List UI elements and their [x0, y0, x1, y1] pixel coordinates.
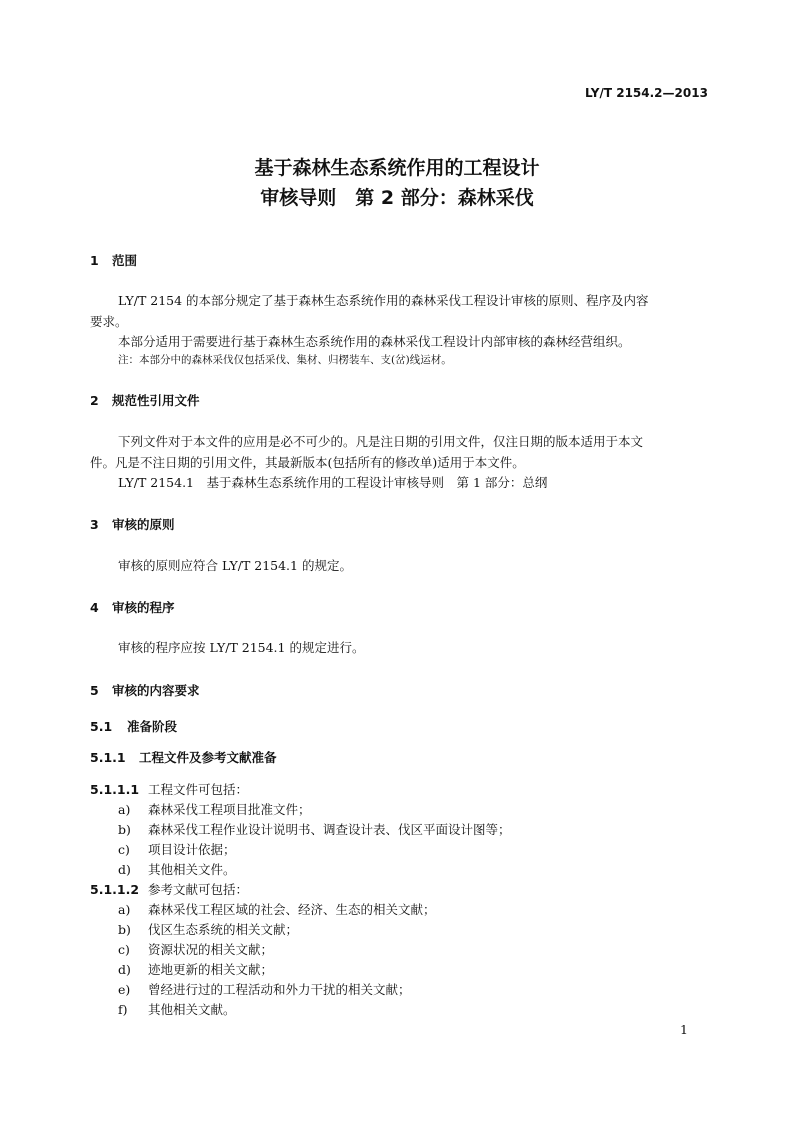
list-text: 森林采伐工程作业设计说明书、调查设计表、伐区平面设计图等； [148, 822, 511, 837]
list-label: b) [118, 822, 131, 837]
list-item [118, 860, 236, 878]
list-text: 森林采伐工程项目批准文件； [148, 802, 311, 817]
section-title: 准备阶段 [127, 719, 178, 734]
section-2-heading [90, 391, 200, 409]
list-text: 资源状况的相关文献； [148, 942, 274, 957]
reference-entry: LY/T 2154.1 基于森林生态系统作用的工程设计审核导则 第 1 部分：总纲 [118, 475, 548, 490]
section-3-heading [90, 515, 175, 533]
section-number: 1 [90, 253, 99, 268]
list-item [118, 960, 273, 978]
section-number: 5.1.1 [90, 750, 126, 765]
paragraph: LY/T 2154 的本部分规定了基于森林生态系统作用的森林采伐工程设计审核的原则、程序及内容 [118, 293, 649, 308]
list-item [118, 800, 311, 818]
list-item [118, 900, 436, 918]
section-title: 审核的原则 [112, 517, 175, 532]
paragraph: 审核的程序应按 LY/T 2154.1 的规定进行。 [118, 640, 365, 655]
list-label: c) [118, 842, 130, 857]
section-5-heading [90, 681, 200, 699]
list-item [118, 940, 273, 958]
section-1-heading [90, 251, 137, 269]
list-label: e) [118, 982, 131, 997]
section-title: 规范性引用文件 [112, 393, 200, 408]
list-text: 其他相关文件。 [148, 862, 236, 877]
list-item [118, 920, 298, 938]
section-4-heading [90, 598, 175, 616]
list-item [118, 840, 236, 858]
list-text: 森林采伐工程区域的社会、经济、生态的相关文献； [148, 902, 436, 917]
section-5-1-1-heading [90, 748, 277, 766]
list-text: 曾经进行过的工程活动和外力干扰的相关文献； [148, 982, 411, 997]
list-label: d) [118, 862, 131, 877]
paragraph: 件。凡是不注日期的引用文件，其最新版本(包括所有的修改单)适用于本文件。 [90, 455, 525, 470]
section-number: 5 [90, 683, 99, 698]
paragraph: 要求。 [90, 314, 128, 329]
clause-5-1-1-1 [90, 780, 248, 798]
note: 注：本部分中的森林采伐仅包括采伐、集材、归楞装车、支(岔)线运材。 [118, 354, 452, 366]
clause-intro: 工程文件可包括： [148, 782, 249, 797]
section-title: 工程文件及参考文献准备 [139, 750, 277, 765]
paragraph: 审核的原则应符合 LY/T 2154.1 的规定。 [118, 558, 352, 573]
list-text: 迹地更新的相关文献； [148, 962, 274, 977]
clause-intro: 参考文献可包括： [148, 882, 249, 897]
clause-5-1-1-2 [90, 880, 248, 898]
clause-number: 5.1.1.2 [90, 882, 140, 897]
section-title: 范围 [112, 253, 138, 268]
list-item [118, 980, 411, 998]
section-5-1-heading [90, 717, 177, 735]
title-line-2: 审核导则 第 2 部分：森林采伐 [260, 187, 534, 209]
standard-code: LY/T 2154.2—2013 [585, 86, 708, 100]
list-text: 其他相关文献。 [148, 1002, 236, 1017]
list-label: c) [118, 942, 130, 957]
title-line-1: 基于森林生态系统作用的工程设计 [254, 157, 540, 179]
paragraph: 本部分适用于需要进行基于森林生态系统作用的森林采伐工程设计内部审核的森林经营组织。 [118, 334, 631, 349]
section-title: 审核的内容要求 [112, 683, 200, 698]
list-label: f) [118, 1002, 128, 1017]
list-label: d) [118, 962, 131, 977]
list-text: 项目设计依据； [148, 842, 236, 857]
list-label: a) [118, 802, 131, 817]
list-text: 伐区生态系统的相关文献； [148, 922, 299, 937]
page-number: 1 [680, 1022, 688, 1037]
paragraph: 下列文件对于本文件的应用是必不可少的。凡是注日期的引用文件，仅注日期的版本适用于本文 [118, 434, 644, 449]
list-item [118, 820, 511, 838]
section-number: 2 [90, 393, 99, 408]
section-number: 4 [90, 600, 99, 615]
list-item [118, 1000, 236, 1018]
section-number: 3 [90, 517, 99, 532]
section-number: 5.1 [90, 719, 113, 734]
clause-number: 5.1.1.1 [90, 782, 140, 797]
list-label: b) [118, 922, 131, 937]
section-title: 审核的程序 [112, 600, 175, 615]
list-label: a) [118, 902, 131, 917]
